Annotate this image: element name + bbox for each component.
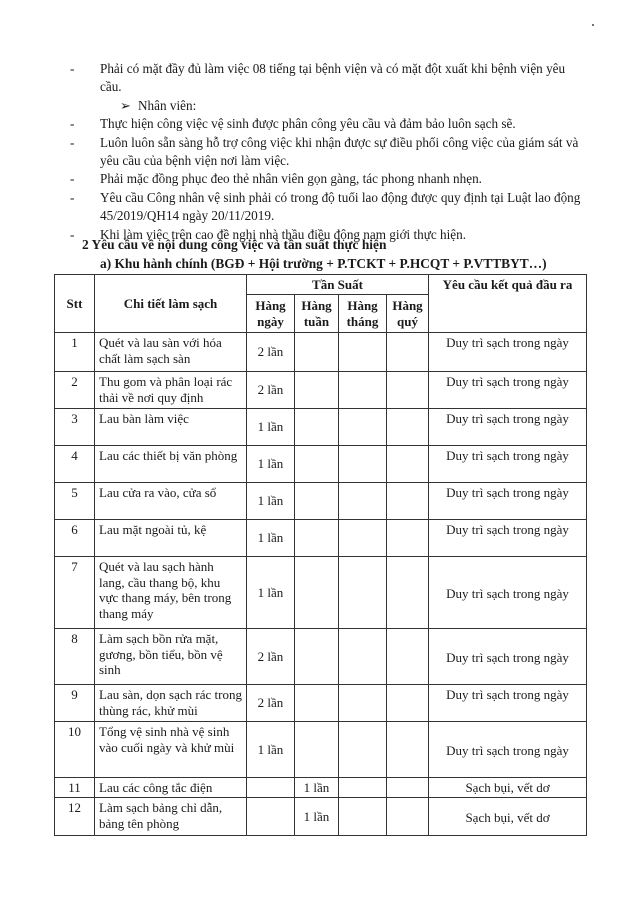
cell-daily: 1 lần [247, 446, 295, 483]
table-row [55, 778, 587, 798]
cell-stt: 6 [55, 520, 95, 557]
cell-monthly [339, 778, 387, 798]
cell-result: Duy trì sạch trong ngày [429, 333, 587, 372]
cell-result: Duy trì sạch trong ngày [429, 483, 587, 520]
requirements-list [66, 60, 586, 244]
cell-monthly [339, 798, 387, 836]
cleaning-schedule-table [54, 274, 587, 836]
cell-detail: Tổng vệ sinh nhà vệ sinh vào cuối ngày và khử mùi [95, 722, 247, 778]
cell-stt: 2 [55, 372, 95, 409]
list-item-text: Yêu cầu Công nhân vệ sinh phải có trong độ tuổi lao động được quy định tại Luật lao động 45/2019/QH14 ngày 20/11/2019. [100, 189, 581, 224]
cell-stt: 3 [55, 409, 95, 446]
cell-weekly [295, 372, 339, 409]
cell-detail: Lau mặt ngoài tủ, kệ [95, 520, 247, 557]
cell-detail: Quét và lau sàn với hóa chất làm sạch sàn [95, 333, 247, 372]
list-item-text: Thực hiện công việc vệ sinh được phân công yêu cầu và đảm bảo luôn sạch sẽ. [100, 116, 516, 132]
cell-monthly [339, 557, 387, 629]
cell-stt: 4 [55, 446, 95, 483]
cell-daily: 1 lần [247, 557, 295, 629]
cell-quarterly [387, 629, 429, 685]
bullet-marker: - [70, 61, 75, 76]
table-row [55, 372, 587, 409]
bullet-marker: - [70, 134, 75, 150]
cell-weekly [295, 409, 339, 446]
cell-quarterly [387, 520, 429, 557]
table-row [55, 629, 587, 685]
cell-weekly: 1 lần [295, 798, 339, 836]
arrow-bullet-icon: ➢ [120, 97, 132, 113]
cell-daily: 2 lần [247, 629, 295, 685]
cell-stt: 5 [55, 483, 95, 520]
cell-quarterly [387, 798, 429, 836]
cell-result: Duy trì sạch trong ngày [429, 409, 587, 446]
bullet-marker: - [70, 226, 75, 242]
cell-weekly: 1 lần [295, 778, 339, 798]
header-monthly: Hàng tháng [339, 295, 387, 333]
cell-stt: 9 [55, 685, 95, 722]
cell-weekly [295, 629, 339, 685]
cell-detail: Lau sàn, dọn sạch rác trong thùng rác, khử mùi [95, 685, 247, 722]
cell-daily [247, 778, 295, 798]
list-item-text: Luôn luôn sẵn sàng hỗ trợ công việc khi nhận được sự điều phối công việc của giám sát và yêu cầu của bệnh viện nơi làm việc. [100, 134, 579, 169]
table-row [55, 685, 587, 722]
cell-weekly [295, 722, 339, 778]
cell-result: Duy trì sạch trong ngày [429, 446, 587, 483]
cell-detail: Làm sạch bồn rửa mặt, gương, bồn tiểu, bồn vệ sinh [95, 629, 247, 685]
cell-result: Duy trì sạch trong ngày [429, 685, 587, 722]
list-item-text: Nhân viên: [138, 97, 197, 113]
list-item-text: Khi làm việc trên cao đề nghị nhà thầu điều động nam giới thực hiện. [100, 226, 467, 242]
cell-quarterly [387, 333, 429, 372]
cell-weekly [295, 483, 339, 520]
list-item [66, 60, 586, 97]
list-item [66, 115, 586, 133]
cell-detail: Thu gom và phân loại rác thải về nơi quy định [95, 372, 247, 409]
cell-weekly [295, 446, 339, 483]
cell-result: Duy trì sạch trong ngày [429, 520, 587, 557]
scan-speck [592, 24, 594, 26]
header-quarterly: Hàng quý [387, 295, 429, 333]
list-item-text: Phải mặc đồng phục đeo thẻ nhân viên gọn gàng, tác phong nhanh nhẹn. [100, 171, 482, 187]
header-result: Yêu cầu kết quả đầu ra [429, 275, 587, 333]
table-row [55, 520, 587, 557]
cell-result: Duy trì sạch trong ngày [429, 372, 587, 409]
cell-result: Sạch bụi, vết dơ [429, 798, 587, 836]
cell-daily [247, 798, 295, 836]
cell-weekly [295, 557, 339, 629]
cell-monthly [339, 629, 387, 685]
list-item [66, 189, 586, 226]
cell-daily: 2 lần [247, 333, 295, 372]
list-item [66, 170, 586, 188]
cell-daily: 1 lần [247, 483, 295, 520]
cell-quarterly [387, 778, 429, 798]
cell-detail: Quét và lau sạch hành lang, cầu thang bộ, khu vực thang máy, bên trong thang máy [95, 557, 247, 629]
table-row [55, 798, 587, 836]
cell-stt: 10 [55, 722, 95, 778]
subsection-heading: a) Khu hành chính (BGĐ + Hội trường + P.TCKT + P.HCQT + P.VTTBYT…) [100, 256, 547, 271]
cell-detail: Lau các thiết bị văn phòng [95, 446, 247, 483]
list-item-subheading [66, 97, 586, 115]
bullet-marker: - [70, 171, 75, 187]
cell-monthly [339, 409, 387, 446]
cell-quarterly [387, 483, 429, 520]
cell-daily: 2 lần [247, 372, 295, 409]
cell-stt: 7 [55, 557, 95, 629]
cell-daily: 1 lần [247, 722, 295, 778]
header-weekly: Hàng tuần [295, 295, 339, 333]
cell-result: Sạch bụi, vết dơ [429, 778, 587, 798]
cell-weekly [295, 333, 339, 372]
cell-weekly [295, 520, 339, 557]
cell-monthly [339, 483, 387, 520]
cell-result: Duy trì sạch trong ngày [429, 629, 587, 685]
table-header-row [55, 275, 587, 295]
table-row [55, 333, 587, 372]
header-detail: Chi tiết làm sạch [95, 275, 247, 333]
table-row [55, 483, 587, 520]
cell-quarterly [387, 722, 429, 778]
cell-quarterly [387, 409, 429, 446]
cell-detail: Lau các công tắc điện [95, 778, 247, 798]
cell-detail: Làm sạch bảng chỉ dẫn, bảng tên phòng [95, 798, 247, 836]
cell-daily: 2 lần [247, 685, 295, 722]
list-item [66, 134, 586, 171]
cell-detail: Lau cửa ra vào, cửa sổ [95, 483, 247, 520]
cell-monthly [339, 446, 387, 483]
bullet-marker: - [70, 189, 75, 205]
table-row [55, 722, 587, 778]
cell-result: Duy trì sạch trong ngày [429, 557, 587, 629]
table-row [55, 557, 587, 629]
cell-stt: 11 [55, 778, 95, 798]
cell-daily: 1 lần [247, 409, 295, 446]
cell-weekly [295, 685, 339, 722]
cell-monthly [339, 372, 387, 409]
cell-monthly [339, 685, 387, 722]
header-stt: Stt [55, 275, 95, 333]
cell-quarterly [387, 372, 429, 409]
cell-result: Duy trì sạch trong ngày [429, 722, 587, 778]
table-row [55, 446, 587, 483]
cell-quarterly [387, 446, 429, 483]
cell-stt: 8 [55, 629, 95, 685]
cell-quarterly [387, 557, 429, 629]
header-daily: Hàng ngày [247, 295, 295, 333]
table-row [55, 409, 587, 446]
cell-monthly [339, 333, 387, 372]
cell-stt: 12 [55, 798, 95, 836]
cell-daily: 1 lần [247, 520, 295, 557]
cell-stt: 1 [55, 333, 95, 372]
bullet-marker: - [70, 116, 75, 132]
list-item-text: Phải có mặt đầy đủ làm việc 08 tiếng tại bệnh viện và có mặt đột xuất khi bệnh viện yêu cầu. [100, 61, 566, 95]
cell-detail: Lau bàn làm việc [95, 409, 247, 446]
header-frequency: Tần Suất [247, 275, 429, 295]
cell-quarterly [387, 685, 429, 722]
cell-monthly [339, 520, 387, 557]
section-heading: 2 Yêu cầu về nội dung công việc và tần suất thực hiện [82, 237, 387, 252]
cell-monthly [339, 722, 387, 778]
